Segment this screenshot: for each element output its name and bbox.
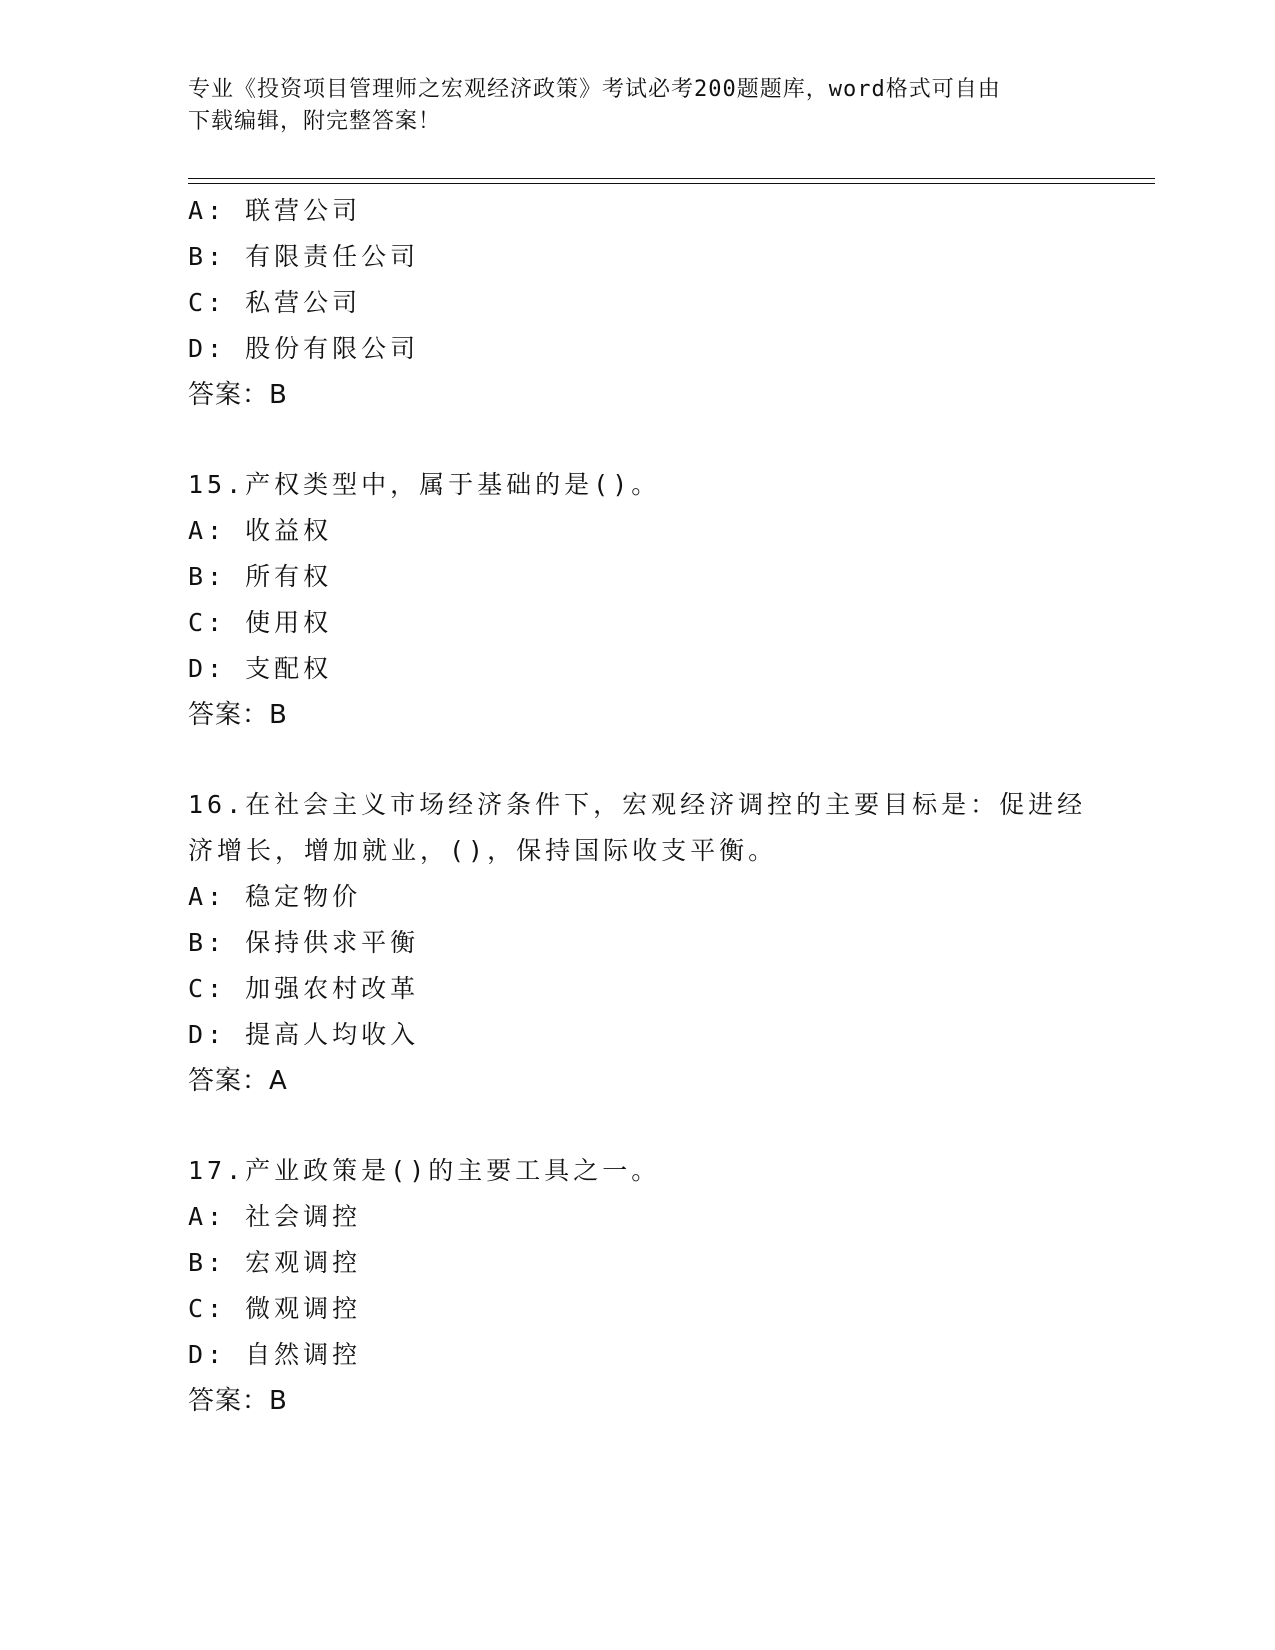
q15-option-d: D: 支配权 (188, 654, 333, 683)
q14-option-d: D: 股份有限公司 (188, 334, 420, 363)
q14-option-b: B: 有限责任公司 (188, 242, 420, 271)
header-rule-bottom (188, 183, 1155, 184)
header-rule-top (188, 178, 1155, 179)
q17-option-c: C: 微观调控 (188, 1294, 362, 1323)
question-15 (188, 462, 1148, 738)
q14-option-c: C: 私营公司 (188, 288, 362, 317)
q17-question: 17.产业政策是()的主要工具之一。 (188, 1156, 661, 1185)
document-header (188, 74, 1088, 138)
q16-option-a: A: 稳定物价 (188, 882, 362, 911)
header-line-2: 下载编辑，附完整答案！ (188, 109, 442, 134)
spacer (188, 738, 1148, 782)
question-list (188, 188, 1148, 1424)
q17-option-a: A: 社会调控 (188, 1202, 362, 1231)
q16-question-line-1: 16.在社会主义市场经济条件下，宏观经济调控的主要目标是：促进经 (188, 790, 1087, 819)
q15-answer: 答案：B (188, 700, 288, 730)
spacer (188, 1104, 1148, 1148)
question-17 (188, 1148, 1148, 1424)
q16-answer: 答案：A (188, 1066, 288, 1096)
q17-answer: 答案：B (188, 1386, 288, 1416)
header-line-1: 专业《投资项目管理师之宏观经济政策》考试必考200题题库，word格式可自由 (188, 77, 1001, 102)
q14-option-a: A: 联营公司 (188, 196, 362, 225)
q16-question-line-2: 济增长，增加就业，()，保持国际收支平衡。 (188, 836, 778, 865)
spacer (188, 418, 1148, 462)
q15-option-b: B: 所有权 (188, 562, 333, 591)
question-16 (188, 782, 1148, 1104)
q17-option-d: D: 自然调控 (188, 1340, 362, 1369)
q14-answer: 答案：B (188, 380, 288, 410)
q16-option-c: C: 加强农村改革 (188, 974, 420, 1003)
question-14 (188, 188, 1148, 418)
q15-option-c: C: 使用权 (188, 608, 333, 637)
q16-option-b: B: 保持供求平衡 (188, 928, 420, 957)
q15-question: 15.产权类型中，属于基础的是()。 (188, 470, 661, 499)
q17-option-b: B: 宏观调控 (188, 1248, 362, 1277)
q16-option-d: D: 提高人均收入 (188, 1020, 420, 1049)
q15-option-a: A: 收益权 (188, 516, 333, 545)
